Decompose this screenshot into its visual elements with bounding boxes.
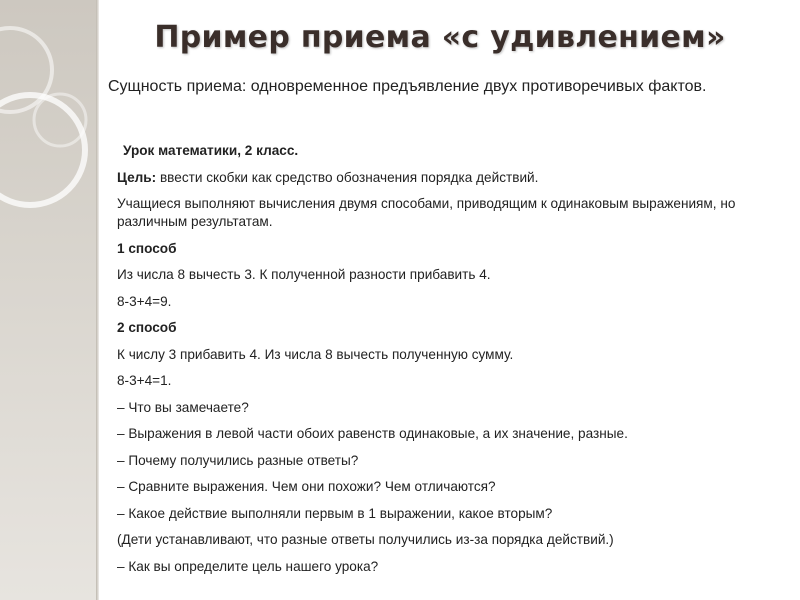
method2-expression: 8-3+4=1. xyxy=(117,373,172,388)
lesson-heading: Урок математики, 2 класс. xyxy=(123,143,299,158)
slide-title: Пример приема «с удивлением» xyxy=(154,20,726,55)
goal-line xyxy=(117,169,787,187)
slide-subtitle: Сущность приема: одновременное предъявление двух противоречивых фактов. xyxy=(108,78,707,95)
dialogue-line: – Как вы определите цель нашего урока? xyxy=(117,558,379,574)
dialogue-line: – Сравните выражения. Чем они похожи? Чем отличаются? xyxy=(117,479,496,494)
method2-text: К числу 3 прибавить 4. Из числа 8 вычесть полученную сумму. xyxy=(117,346,514,362)
dialogue-line: – Выражения в левой части обоих равенств одинаковые, а их значение, разные. xyxy=(117,426,628,441)
dialogue-line: (Дети устанавливают, что разные ответы получились из-за порядка действий.) xyxy=(117,532,614,547)
method1-heading: 1 способ xyxy=(117,240,177,256)
method1-expression: 8-3+4=9. xyxy=(117,293,172,309)
dialogue-line: – Какое действие выполняли первым в 1 выражении, какое вторым? xyxy=(117,505,553,521)
side-divider xyxy=(96,0,99,600)
goal-text: ввести скобки как средство обозначения порядка действий. xyxy=(156,169,539,185)
decorative-rings xyxy=(0,0,98,600)
method1-text: Из числа 8 вычесть 3. К полученной разности прибавить 4. xyxy=(117,267,491,282)
intro-text: Учащиеся выполняют вычисления двумя способами, приводящим к одинаковым выражениям, но различным результатам. xyxy=(117,196,736,229)
method2-heading: 2 способ xyxy=(117,320,177,335)
slide-content xyxy=(117,142,787,584)
dialogue-line: – Что вы замечаете? xyxy=(117,399,249,415)
dialogue-line: – Почему получились разные ответы? xyxy=(117,452,359,468)
goal-label: Цель: xyxy=(117,169,157,185)
decorative-side-panel xyxy=(0,0,98,600)
